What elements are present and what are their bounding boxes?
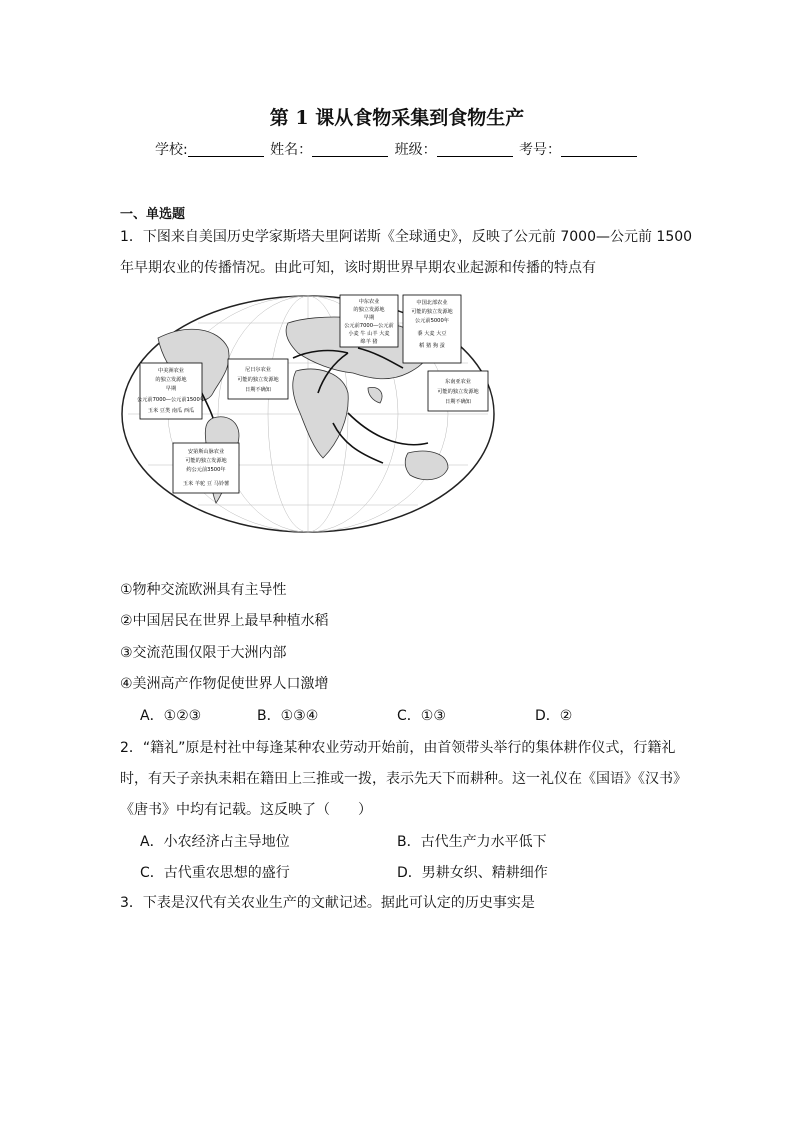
q1-stem-line2: 年早期农业的传播情况。由此可知，该时期世界早期农业起源和传播的特点有 — [120, 260, 596, 276]
class-label: 班级： — [394, 142, 437, 158]
q1-statement-4: ④美洲高产作物促使世界人口激增 — [120, 676, 329, 692]
q2-option-d[interactable]: D．男耕女织、精耕细作 — [397, 865, 548, 881]
student-info-line — [0, 139, 794, 159]
q1-statement-1: ①物种交流欧洲具有主导性 — [120, 582, 287, 598]
map-text: 中美洲农业 — [158, 368, 184, 374]
school-blank[interactable] — [188, 142, 264, 157]
map-text: 可能的独立发源地 — [185, 458, 227, 464]
section-heading: 一、单选题 — [120, 207, 186, 222]
number-label: 考号： — [519, 142, 562, 158]
map-text: 公元前7000—公元前 — [344, 323, 394, 329]
map-text: 黍 大麦 大豆 — [417, 331, 447, 337]
world-agriculture-map — [118, 293, 498, 536]
map-text: 中国北部农业 — [416, 300, 448, 306]
map-text: 玉米 豆类 南瓜 西瓜 — [147, 408, 195, 414]
name-label: 姓名： — [270, 142, 313, 158]
q1-option-b[interactable]: B．①③④ — [257, 708, 319, 724]
map-text: 稻 猪 狗 蚕 — [419, 343, 445, 349]
q2-option-b[interactable]: B．古代生产力水平低下 — [397, 834, 547, 850]
q1-statement-3: ③交流范围仅限于大洲内部 — [120, 645, 287, 661]
page-title: 第 1 课从食物采集到食物生产 — [269, 107, 525, 129]
map-text: 公元前7000—公元前1500年 — [137, 397, 205, 403]
map-text: 日期不确知 — [445, 399, 471, 405]
q1-option-d[interactable]: D．② — [535, 708, 573, 724]
map-text: 的独立发源地 — [155, 377, 187, 383]
map-text: 小麦 牛 山羊 大麦 — [348, 331, 390, 337]
q2-option-c[interactable]: C．古代重农思想的盛行 — [140, 865, 290, 881]
q2-option-a[interactable]: A．小农经济占主导地位 — [140, 834, 290, 850]
map-text: 尼日尔农业 — [245, 367, 271, 373]
q3-stem-line1: 3．下表是汉代有关农业生产的文献记述。据此可认定的历史事实是 — [120, 895, 535, 911]
name-blank[interactable] — [312, 142, 388, 157]
map-text: 的独立发源地 — [353, 307, 385, 313]
q1-stem-line1: 1．下图来自美国历史学家斯塔夫里阿诺斯《全球通史》，反映了公元前 7000—公元前 1500 — [120, 229, 693, 245]
q2-stem-line1: 2．“籍礼”原是村社中每逢某种农业劳动开始前，由首领带头举行的集体耕作仪式，行籍礼 — [120, 740, 676, 756]
q1-option-a[interactable]: A．①②③ — [140, 708, 202, 724]
map-text: 中东农业 — [358, 299, 380, 305]
map-text: 可能的独立发源地 — [237, 377, 279, 383]
q1-option-c[interactable]: C．①③ — [397, 708, 446, 724]
map-text: 早期 — [363, 315, 375, 321]
class-blank[interactable] — [437, 142, 513, 157]
map-text: 可能的独立发源地 — [411, 309, 453, 315]
q2-stem-line2: 时，有天子亲执耒耜在籍田上三推或一拨，表示先天下而耕种。这一礼仪在《国语》《汉书》 — [120, 771, 687, 787]
map-text: 绵羊 猪 — [360, 339, 378, 345]
map-text: 日期不确知 — [245, 387, 271, 393]
map-text: 东南亚农业 — [445, 379, 471, 385]
map-text: 玉米 羊驼 豆 马铃薯 — [182, 481, 230, 487]
map-text: 公元前5000年 — [415, 318, 449, 324]
map-text: 可能的独立发源地 — [437, 389, 479, 395]
map-text: 安第斯山脉农业 — [187, 449, 225, 455]
q2-stem-line3: 《唐书》中均有记载。这反映了（ ） — [120, 802, 372, 818]
map-text: 约公元前3500年 — [186, 467, 226, 473]
number-blank[interactable] — [561, 142, 637, 157]
q1-statement-2: ②中国居民在世界上最早种植水稻 — [120, 613, 329, 629]
school-label: 学校: — [154, 142, 188, 158]
map-text: 早期 — [165, 386, 177, 392]
